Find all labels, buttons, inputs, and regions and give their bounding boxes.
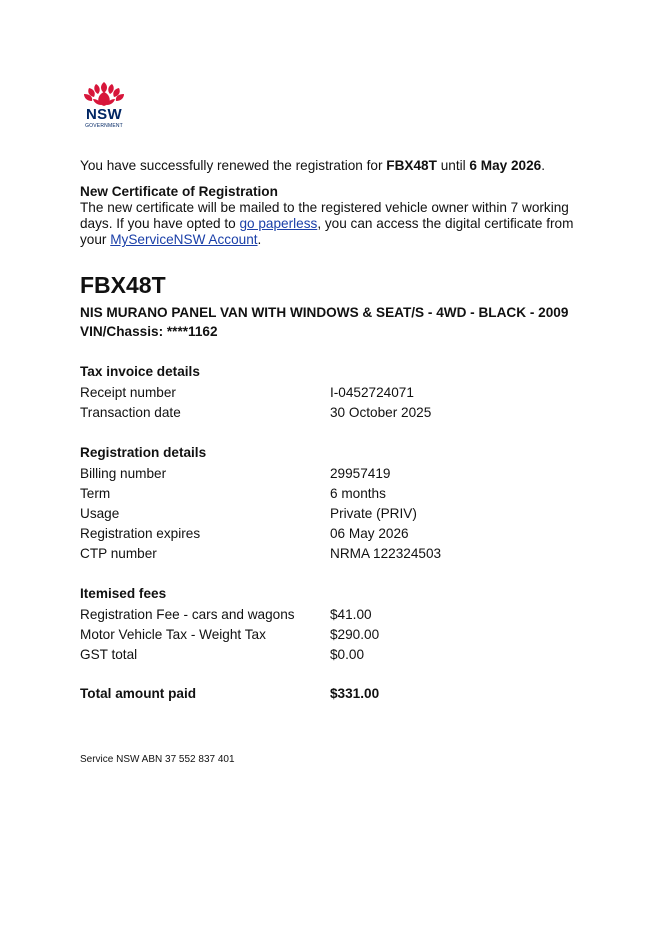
renewal-message — [80, 158, 600, 174]
table-row — [80, 403, 600, 423]
vehicle-description: NIS MURANO PANEL VAN WITH WINDOWS & SEAT/S - 4WD - BLACK - 2009 — [80, 305, 569, 320]
row-value: I-0452724071 — [330, 385, 414, 400]
certificate-text-1: The new certificate will be mailed to the registered vehicle owner within 7 working days. If you have opted to — [80, 200, 569, 231]
vehicle-vin: VIN/Chassis: ****1162 — [80, 324, 218, 339]
row-label: CTP number — [80, 546, 157, 561]
table-row — [80, 605, 600, 625]
tax-invoice-table — [80, 383, 600, 423]
waratah-icon — [79, 80, 129, 108]
itemised-fees-table — [80, 605, 600, 665]
row-label: Motor Vehicle Tax - Weight Tax — [80, 627, 266, 642]
logo-nsw-text: NSW — [86, 106, 122, 123]
renewal-prefix: You have successfully renewed the registration for — [80, 158, 387, 173]
table-row — [80, 625, 600, 645]
row-label: Registration expires — [80, 526, 201, 541]
certificate-heading: New Certificate of Registration — [80, 184, 278, 199]
table-row — [80, 383, 600, 403]
row-label: GST total — [80, 647, 138, 662]
certificate-text-2: , you can access the digital certificate from your — [80, 216, 574, 247]
row-value: $0.00 — [330, 647, 365, 662]
row-label: Billing number — [80, 466, 167, 481]
row-label: Registration Fee - cars and wagons — [80, 607, 295, 622]
renewal-date: 6 May 2026 — [469, 158, 542, 173]
row-value: NRMA 122324503 — [330, 546, 442, 561]
nsw-government-logo — [79, 80, 129, 134]
renewal-suffix: . — [541, 158, 546, 173]
tax-invoice-heading: Tax invoice details — [80, 364, 200, 379]
certificate-message — [80, 200, 600, 248]
table-row — [80, 464, 600, 484]
footer-abn: Service NSW ABN 37 552 837 401 — [80, 754, 235, 765]
table-row — [80, 645, 600, 665]
total-value: $331.00 — [330, 686, 380, 701]
total-amount-row — [80, 686, 600, 702]
total-label: Total amount paid — [80, 686, 197, 701]
row-value: $290.00 — [330, 627, 380, 642]
row-value: $41.00 — [330, 607, 372, 622]
table-row — [80, 544, 600, 564]
registration-heading: Registration details — [80, 445, 207, 460]
row-label: Transaction date — [80, 405, 181, 420]
row-value: 30 October 2025 — [330, 405, 432, 420]
registration-table — [80, 464, 600, 564]
row-label: Term — [80, 486, 111, 501]
table-row — [80, 524, 600, 544]
row-label: Receipt number — [80, 385, 176, 400]
table-row — [80, 484, 600, 504]
logo-government-text: GOVERNMENT — [85, 123, 123, 129]
myservicensw-account-link[interactable]: MyServiceNSW Account — [110, 232, 258, 247]
row-label: Usage — [80, 506, 120, 521]
row-value: Private (PRIV) — [330, 506, 417, 521]
go-paperless-link[interactable]: go paperless — [239, 216, 318, 231]
itemised-fees-heading: Itemised fees — [80, 586, 167, 601]
certificate-text-3: . — [257, 232, 262, 247]
receipt-content — [80, 158, 600, 702]
vehicle-plate: FBX48T — [80, 272, 166, 298]
table-row — [80, 504, 600, 524]
row-value: 6 months — [330, 486, 386, 501]
row-value: 06 May 2026 — [330, 526, 409, 541]
renewal-plate: FBX48T — [386, 158, 437, 173]
renewal-middle: until — [436, 158, 470, 173]
row-value: 29957419 — [330, 466, 391, 481]
